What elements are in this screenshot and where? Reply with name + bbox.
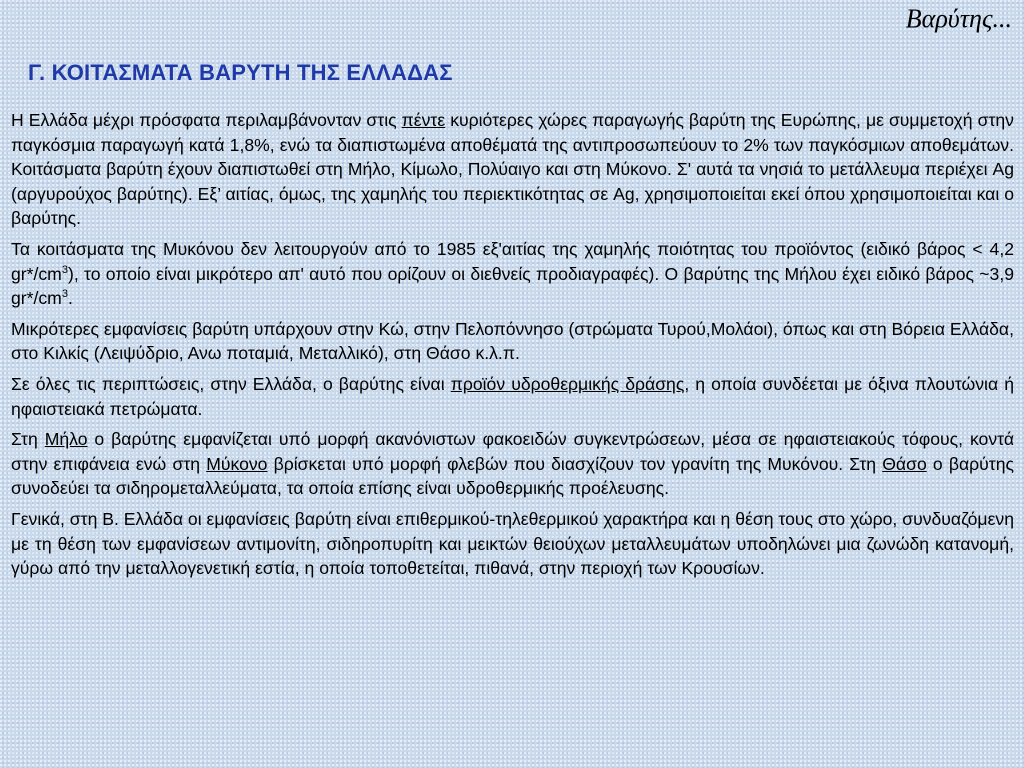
underlined-term: προϊόν υδροθερμικής δράσης <box>450 373 685 394</box>
paragraph-1 <box>11 108 1014 231</box>
superscript: 3 <box>61 288 68 301</box>
text-run: Μικρότερες εμφανίσεις βαρύτη υπάρχουν στην Κώ, στην Πελοπόννησο (στρώματα Τυρού,Μολάοι), όπως και στη Βόρεια Ελλάδα, στο Κιλκίς (Λειψύδριο, Ανω ποταμιά, Μεταλλικό), στη Θάσο κ.λ.π. <box>11 318 1014 364</box>
text-run: , η οποία συνδέεται με όξινα πλουτώνια ή ηφαιστειακά πετρώματα. <box>11 373 1014 419</box>
text-run: Στη <box>11 429 45 450</box>
text-run: Τα κοιτάσματα της Μυκόνου δεν λειτουργούν από το 1985 εξ'αιτίας της χαμηλής ποιότητας του προϊόντος (ειδικό βάρος < 4,2 gr*/cm <box>11 238 1014 284</box>
text-run: Σε όλες τις περιπτώσεις, στην Ελλάδα, ο βαρύτης είναι <box>11 373 451 394</box>
slide-corner-title: Βαρύτης... <box>905 4 1012 33</box>
paragraph-3 <box>11 317 1014 366</box>
paragraph-2 <box>11 237 1014 311</box>
text-run: κυριότερες χώρες παραγωγής βαρύτη της Ευρώπης, με συμμετοχή στην παγκόσμια παραγωγή κατά 1,8%, ενώ τα διαπιστωμένα αποθέματά της αντιπροσωπεύουν το 2% των παγκόσμιων αποθεμάτων. Κοιτάσματα βαρύτη έχουν διαπιστωθεί στη Μήλο, Κίμωλο, Πολύαιγο και στη Μύκονο. Σ' αυτά τα νησιά το μετάλλευμα περιέχει Ag (αργυρούχος βαρύτης). Εξ’ αιτίας, όμως, της χαμηλής του περιεκτικότητας σε Ag, χρησιμοποιείται εκεί όπου χρησιμοποιείται και ο βαρύτης. <box>11 110 1014 229</box>
superscript: 3 <box>61 263 68 276</box>
text-run: βρίσκεται υπό μορφή φλεβών που διασχίζουν τον γρανίτη της Μυκόνου. Στη <box>267 453 883 474</box>
paragraph-5 <box>11 427 1014 501</box>
text-run: Η Ελλάδα μέχρι πρόσφατα περιλαμβάνονταν στις <box>11 110 402 130</box>
underlined-term: Μύκονο <box>206 453 268 474</box>
text-run: ), το οποίο είναι μικρότερο απ' αυτό που ορίζουν οι διεθνείς προδιαγραφές). Ο βαρύτης της Μήλου έχει ειδικό βάρος ~3,9 gr*/cm <box>11 263 1014 309</box>
underlined-term: πέντε <box>401 110 446 130</box>
underlined-term: Μήλο <box>44 429 88 450</box>
paragraph-6 <box>11 507 1014 581</box>
text-run: ο βαρύτης συνοδεύει τα σιδηρομεταλλεύματα, τα οποία επίσης είναι υδροθερμικής προέλευσης. <box>11 453 1014 499</box>
underlined-term: Θάσο <box>882 453 927 474</box>
body-text <box>11 108 1014 587</box>
paragraph-4 <box>11 372 1014 421</box>
section-heading: Γ. ΚΟΙΤΑΣΜΑΤΑ ΒΑΡΥΤΗ ΤΗΣ ΕΛΛΑΔΑΣ <box>28 60 453 85</box>
text-run: . <box>67 288 73 309</box>
text-run: Γενικά, στη Β. Ελλάδα οι εμφανίσεις βαρύτη είναι επιθερμικού-τηλεθερμικού χαρακτήρα και η θέση τους στο χώρο, συνδυαζόμενη με τη θέση των εμφανίσεων αντιμονίτη, σιδηροπυρίτη και μεικτών θειούχων μεταλλευμάτων υποδηλώνει μια ζωνώδη κατανομή, γύρω από την μεταλλογενετική εστία, η οποία τοποθετείται, πιθανά, στην περιοχή των Κρουσίων. <box>11 508 1014 579</box>
text-run: ο βαρύτης εμφανίζεται υπό μορφή ακανόνιστων φακοειδών συγκεντρώσεων, μέσα σε ηφαιστειακούς τόφους, κοντά στην επιφάνεια ενώ στη <box>11 429 1014 474</box>
